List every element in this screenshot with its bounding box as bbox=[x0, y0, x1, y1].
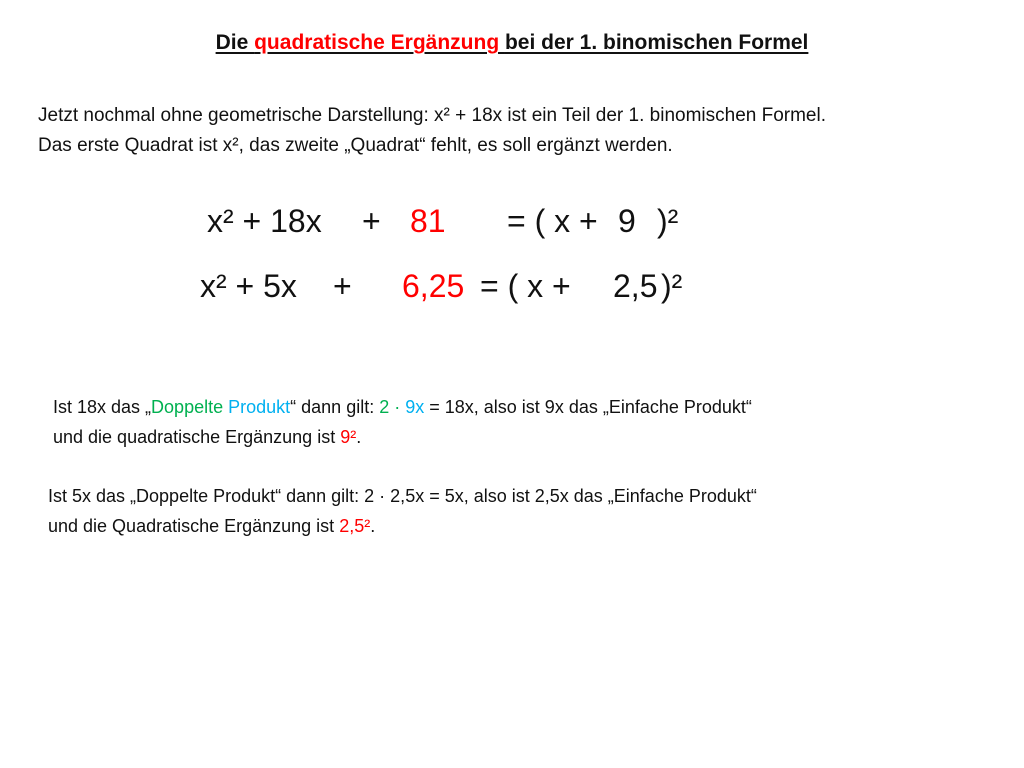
title-part-1: Die bbox=[215, 31, 255, 54]
equation-1 bbox=[0, 201, 1024, 241]
equation-1-half: 9 bbox=[618, 203, 636, 239]
intro-line-1: Jetzt nochmal ohne geometrische Darstellung: x² + 18x ist ein Teil der 1. binomischen Formel. bbox=[38, 105, 826, 126]
explanation-2-line-2-text: und die Quadratische Ergänzung ist bbox=[48, 516, 340, 536]
explanation-2-line-1: Ist 5x das „Doppelte Produkt“ dann gilt: 2 · 2,5x = 5x, also ist 2,5x das „Einfache Produkt“ bbox=[48, 486, 757, 506]
explanation-1-line-2 bbox=[53, 422, 752, 452]
equation-2-half: 2,5 bbox=[613, 268, 658, 304]
equation-2-close: )² bbox=[661, 268, 683, 304]
explanation-1-line-2-end: . bbox=[356, 427, 362, 447]
equation-1-lhs: x² + 18x bbox=[207, 203, 322, 239]
explanation-1-line-1 bbox=[53, 392, 752, 422]
page-title bbox=[0, 31, 1024, 55]
explanation-2-line-2-end: . bbox=[370, 516, 376, 536]
explanation-1-completion-value: 9² bbox=[340, 427, 357, 447]
equation-2-plus: + bbox=[333, 268, 352, 304]
equation-2-lhs: x² + 5x bbox=[200, 268, 297, 304]
explanation-1-line-2-text: und die quadratische Ergänzung ist bbox=[53, 427, 341, 447]
explanation-1 bbox=[53, 392, 752, 452]
explanation-1-part-b: “ dann gilt: bbox=[290, 397, 380, 417]
doppelte-word: Doppelte bbox=[151, 397, 229, 417]
factor-two: 2 · bbox=[379, 397, 406, 417]
explanation-2-completion-value: 2,5² bbox=[339, 516, 371, 536]
equation-1-close: )² bbox=[657, 203, 679, 239]
title-highlight: quadratische Ergänzung bbox=[254, 31, 505, 54]
explanation-1-part-a: Ist 18x das „ bbox=[53, 397, 152, 417]
equation-2-equals-open: = ( x + bbox=[480, 268, 571, 304]
factor-nine-x: 9x bbox=[405, 397, 425, 417]
equation-2-completion: 6,25 bbox=[402, 268, 465, 304]
explanation-2 bbox=[48, 481, 757, 541]
equation-1-plus: + bbox=[362, 203, 381, 239]
equation-1-equals-open: = ( x + bbox=[507, 203, 598, 239]
explanation-2-line-2 bbox=[48, 511, 757, 541]
intro-line-2: Das erste Quadrat ist x², das zweite „Quadrat“ fehlt, es soll ergänzt werden. bbox=[38, 135, 673, 156]
equation-1-completion: 81 bbox=[410, 203, 446, 239]
produkt-word: Produkt bbox=[228, 397, 291, 417]
explanation-1-part-c: = 18x, also ist 9x das „Einfache Produkt“ bbox=[424, 397, 752, 417]
title-part-3: bei der 1. binomischen Formel bbox=[504, 31, 809, 54]
equation-2 bbox=[0, 266, 1024, 306]
intro-text bbox=[38, 101, 1018, 161]
